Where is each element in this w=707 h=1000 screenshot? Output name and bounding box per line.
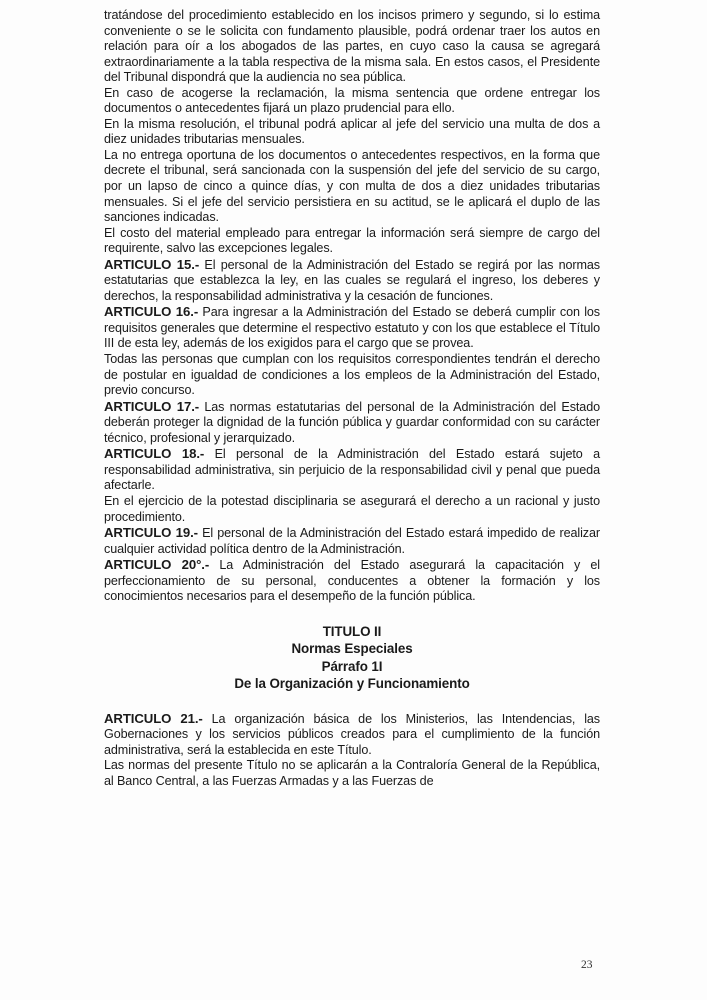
article-18-paragraph-2: En el ejercicio de la potestad disciplinaria se asegurará el derecho a un racional y justo procedimiento.	[104, 493, 600, 524]
section-heading: De la Organización y Funcionamiento	[234, 676, 470, 692]
article-21	[104, 711, 600, 759]
article-text: El personal de la Administración del Estado estará sujeto a responsabilidad administrativa, sin perjuicio de la responsabilidad civil y penal que pueda afectarle.	[104, 447, 600, 493]
article-15	[104, 257, 600, 305]
article-text: Para ingresar a la Administración del Estado se deberá cumplir con los requisitos generales que determine el respectivo estatuto y con los que establece el Título III de esta ley, además de los exigidos para el cargo que se provea.	[104, 305, 600, 351]
article-20	[104, 557, 600, 605]
article-heading: ARTICULO 15.-	[104, 256, 200, 272]
article-text: El personal de la Administración del Estado estará impedido de realizar cualquier actividad política dentro de la Administración.	[104, 526, 600, 556]
document-body	[104, 8, 600, 790]
article-heading: ARTICULO 21.-	[104, 710, 203, 726]
article-heading: ARTICULO 16.-	[104, 304, 199, 320]
article-21-paragraph-2: Las normas del presente Título no se aplicarán a la Contraloría General de la República, al Banco Central, a las Fuerzas Armadas y a las Fuerzas de	[104, 758, 600, 788]
article-heading: ARTICULO 19.-	[104, 525, 198, 541]
article-17	[104, 399, 600, 447]
title-number: TITULO II	[322, 623, 382, 639]
article-text: La organización básica de los Ministerios, las Intendencias, las Gobernaciones y los servicios públicos creados para el cumplimiento de la función administrativa, será la establecida en este Título.	[104, 711, 601, 757]
page-number: 23	[581, 959, 593, 971]
article-heading: ARTICULO 20°.-	[104, 557, 210, 573]
article-16-paragraph-2: Todas las personas que cumplan con los requisitos correspondientes tendrán el derecho de postular en igualdad de condiciones a los empleos de la Administración del Estado, previo concurso.	[104, 352, 600, 398]
paragraph-number: Párrafo 1I	[321, 658, 383, 674]
paragraph-fine: En la misma resolución, el tribunal podrá aplicar al jefe del servicio una multa de dos a diez unidades tributarias mensuales.	[104, 116, 600, 147]
article-16	[104, 304, 600, 352]
paragraph-procedure: tratándose del procedimiento establecido en los incisos primero y segundo, si lo estima conveniente o se le solicita con fundamento plausible, podrá ordenar traer los autos en relación para oír a los abogados de las partes, en cuyo caso la causa se agregará extraordinariamente a la tabla respectiva de la misma sala. En estos casos, el Presidente del Tribunal dispondrá que la audiencia no sea pública.	[104, 8, 600, 85]
paragraph-cost: El costo del material empleado para entregar la información será siempre de cargo del requirente, salvo las excepciones legales.	[104, 225, 600, 256]
section-title-block	[104, 623, 600, 693]
article-18	[104, 446, 600, 494]
article-text: Las normas estatutarias del personal de la Administración del Estado deberán proteger la dignidad de la función pública y guardar conformidad con su carácter técnico, profesional y jerarquizado.	[104, 399, 600, 445]
paragraph-reclamation: En caso de acogerse la reclamación, la misma sentencia que ordene entregar los documentos o antecedentes fijará un plazo prudencial para ello.	[104, 85, 600, 116]
article-heading: ARTICULO 17.-	[104, 398, 200, 414]
title-subtitle: Normas Especiales	[291, 641, 413, 657]
paragraph-suspension: La no entrega oportuna de los documentos o antecedentes respectivos, en la forma que decrete el tribunal, será sancionada con la suspensión del jefe del servicio de su cargo, por un lapso de cinco a quince días, y con multa de dos a diez unidades tributarias mensuales. Si el jefe del servicio persistiera en su actitud, se le aplicará el duplo de las sanciones indicadas.	[104, 147, 600, 225]
article-19	[104, 525, 600, 557]
article-heading: ARTICULO 18.-	[104, 446, 205, 462]
article-text: El personal de la Administración del Estado se regirá por las normas estatutarias que establezca la ley, en las cuales se regulará el ingreso, los deberes y derechos, la responsabilidad administrativa y la cesación de funciones.	[104, 257, 601, 303]
article-text: La Administración del Estado asegurará la capacitación y el perfeccionamiento de su personal, conducentes a obtener la formación y los conocimientos necesarios para el desempeño de la función pública.	[104, 558, 601, 604]
